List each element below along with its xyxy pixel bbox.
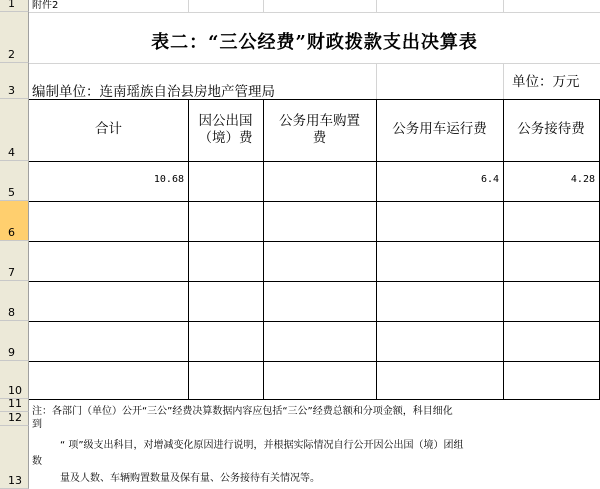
row-header-3[interactable]: 3	[0, 63, 29, 99]
row-header-5[interactable]: 5	[0, 161, 29, 201]
header-vehicle-purchase-line2: 费	[312, 130, 327, 146]
header-vehicle-purchase-line1: 公务用车购置	[279, 113, 360, 129]
header-vehicle-operation: 公务用车运行费	[392, 121, 487, 137]
row-header-4[interactable]: 4	[0, 99, 29, 161]
row-header-7[interactable]: 7	[0, 241, 29, 281]
row-header-2[interactable]: 2	[0, 12, 29, 63]
row-header-9[interactable]: 9	[0, 321, 29, 361]
unit-label: 单位：万元	[512, 74, 580, 90]
note-line-2b: 数	[32, 456, 42, 467]
note-line-1b: 到	[32, 419, 42, 430]
note-line-2: “ 项”级支出科目，对增减变化原因进行说明，并根据实际情况自行公开因公出国（境）团组	[60, 440, 464, 451]
page-title: 表二：“三公经费”财政拨款支出决算表	[151, 32, 478, 53]
value-reception[interactable]: 4.28	[570, 174, 595, 185]
header-abroad-line1: 因公出国	[198, 113, 253, 129]
row-header-8[interactable]: 8	[0, 281, 29, 321]
row-header-12[interactable]: 12	[0, 412, 29, 426]
row-header-10[interactable]: 10	[0, 361, 29, 399]
row-header-1[interactable]: 1	[0, 0, 29, 12]
header-abroad	[188, 113, 263, 147]
org-label: 编制单位：连南瑶族自治县房地产管理局	[32, 84, 275, 100]
value-total[interactable]: 10.68	[153, 174, 184, 185]
row-header-11[interactable]: 11	[0, 399, 29, 412]
row-header-13[interactable]: 13	[0, 426, 29, 489]
note-line-1: 注：各部门（单位）公开“三公”经费决算数据内容应包括“三公”经费总额和分项金额，科目细化	[32, 406, 453, 417]
note-line-3: 量及人数、车辆购置数量及保有量、公务接待有关情况等。	[60, 473, 320, 484]
header-reception: 公务接待费	[517, 121, 585, 137]
header-abroad-line2: （境）费	[198, 130, 253, 146]
row-header-6[interactable]: 6	[0, 201, 29, 241]
header-vehicle-purchase	[263, 113, 376, 147]
value-vehicle-operation[interactable]: 6.4	[480, 174, 499, 185]
header-total: 合计	[95, 121, 122, 137]
attachment-label: 附件2	[32, 0, 59, 11]
